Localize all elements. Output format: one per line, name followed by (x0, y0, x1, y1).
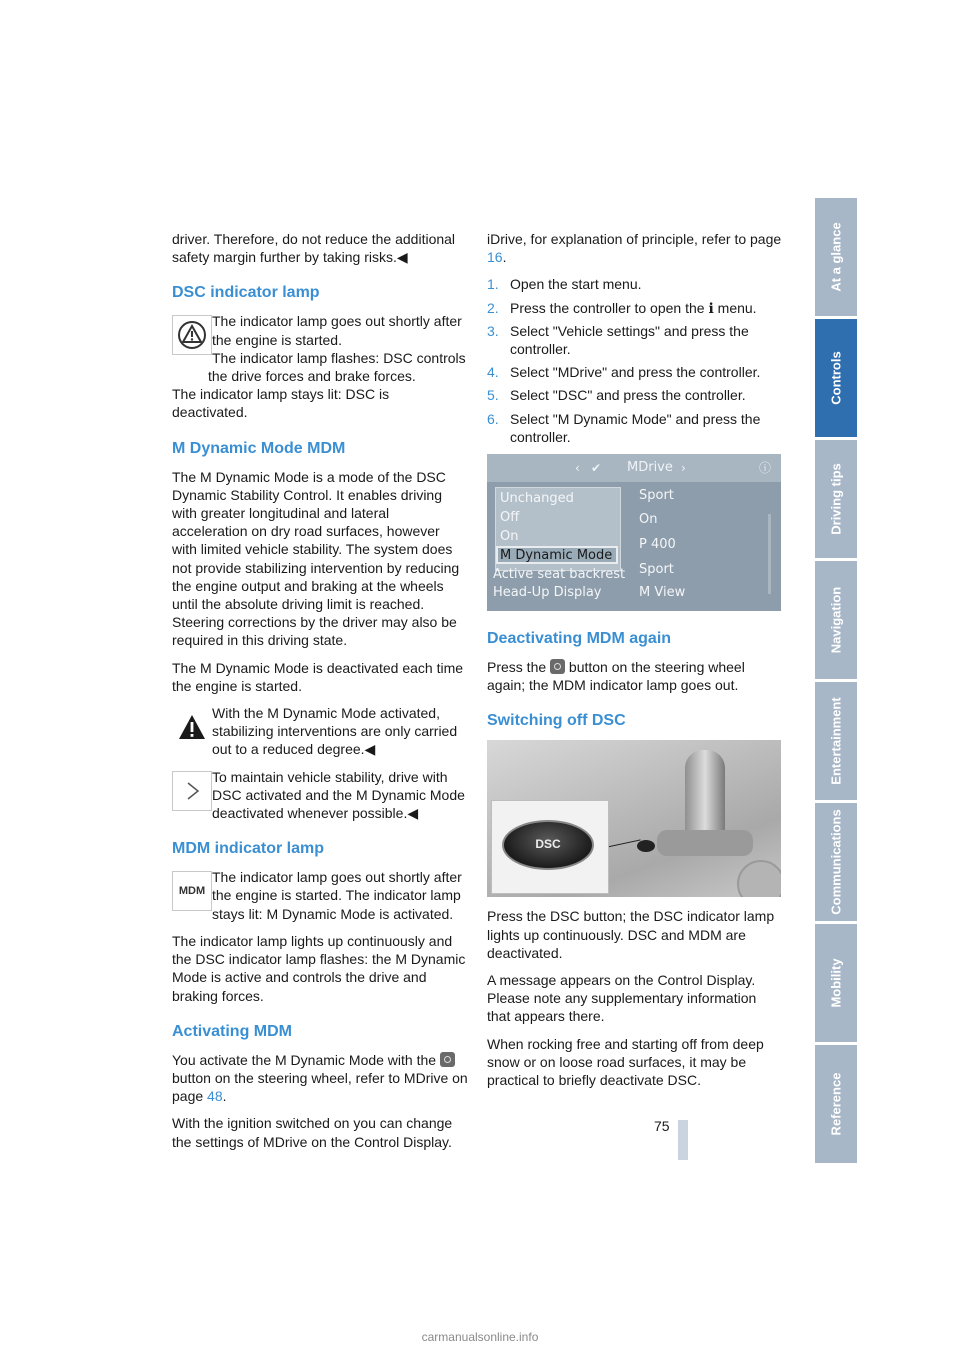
step-text: Press the controller to open the ℹ menu. (510, 299, 757, 316)
deactivating-heading: Deactivating MDM again (487, 630, 672, 648)
switching-text-2: A message appears on the Control Display. Please note any supplementary information that appears there. (487, 972, 757, 1025)
tab-navigation[interactable] (815, 561, 857, 679)
step-number: 2. (487, 299, 499, 316)
step-text: Select "DSC" and press the controller. (510, 387, 746, 404)
tab-label: Communications (828, 809, 844, 915)
right-column (487, 230, 783, 1098)
mdm-lamp-text-1: The indicator lamp goes out shortly after the engine is started. The indicator lamp stays lit: M Dynamic Mode is activated. (212, 869, 462, 922)
step-number: 4. (487, 364, 499, 381)
tab-controls[interactable] (815, 319, 857, 437)
tab-label: At a glance (828, 222, 844, 292)
switching-text-1: Press the DSC button; the DSC indicator lamp lights up continuously. DSC and MDM are deactivated. (487, 908, 775, 961)
tab-reference[interactable] (815, 1045, 857, 1163)
mdrive-button-icon (550, 659, 565, 674)
tab-label: Reference (828, 1072, 844, 1136)
idrive-value: Sport (639, 562, 674, 578)
tab-entertainment[interactable] (815, 682, 857, 800)
mdm-lamp-icon (172, 871, 212, 911)
dsc-knob (637, 840, 655, 852)
page-link-16[interactable]: 16 (487, 249, 503, 266)
step-text: Select "M Dynamic Mode" and press the controller. (510, 410, 761, 445)
mdm-lamp-text-2: The indicator lamp lights up continuously and the DSC indicator lamp flashes: the M Dynamic Mode is active and controls the drive and braking forces. (172, 932, 466, 1004)
step-text: Select "Vehicle settings" and press the controller. (510, 322, 749, 358)
idrive-option[interactable]: Unchanged (500, 491, 574, 507)
idrive-scrollbar (768, 514, 771, 594)
tab-mobility[interactable] (815, 924, 857, 1042)
tab-communications[interactable] (815, 803, 857, 921)
step-item (487, 386, 783, 404)
intro-text: driver. Therefore, do not reduce the additional safety margin further by taking risks.◀ (172, 231, 456, 266)
dsc-lamp-text-1: The indicator lamp goes out shortly after the engine is started. (212, 313, 462, 348)
step-text: Select "MDrive" and press the controller. (510, 364, 761, 381)
settings-check-icon: ✔ (591, 461, 602, 476)
dsc-button-label: DSC (535, 837, 561, 852)
steps-list (487, 275, 783, 446)
activating-text-2: With the ignition switched on you can change the settings of MDrive on the Control Display. (172, 1115, 453, 1150)
dsc-lamp-block (172, 312, 468, 421)
switching-text-3: When rocking free and starting off from deep snow or on loose road surfaces, it may be practical to briefly deactivate DSC. (487, 1035, 764, 1089)
idrive-option[interactable]: Off (500, 510, 520, 526)
section-tabs (815, 198, 857, 1166)
tab-label: Controls (828, 351, 844, 405)
tab-label: Navigation (828, 586, 844, 654)
activating-text-a: You activate the M Dynamic Mode with the (172, 1051, 437, 1068)
mdm-text-2: The M Dynamic Mode is deactivated each time the engine is started. (172, 659, 464, 694)
activating-text-b: button on the steering wheel, refer to MDrive on page (172, 1069, 468, 1105)
page-link-48[interactable]: 48 (207, 1088, 223, 1105)
chevron-left-icon: ‹ (575, 461, 580, 476)
page-marker-bar (678, 1120, 688, 1160)
warning-text: With the M Dynamic Mode activated, stabilizing interventions are only carried out to a reduced degree.◀ (212, 705, 458, 758)
dsc-warning-icon (172, 315, 212, 355)
note-block (172, 768, 468, 823)
idrive-option[interactable]: Active seat backrest (493, 567, 626, 583)
idrive-title: MDrive (627, 460, 673, 476)
idrive-topbar (487, 454, 781, 482)
step-number: 3. (487, 322, 499, 339)
idrive-value: P 400 (639, 537, 676, 553)
deactivating-text-a: Press the (487, 659, 547, 676)
mdm-heading: M Dynamic Mode MDM (172, 439, 346, 457)
step-item (487, 410, 783, 446)
step-number: 6. (487, 410, 499, 427)
dsc-button-photo (487, 740, 781, 897)
controller-knob (737, 860, 781, 897)
idrive-option-selected[interactable]: M Dynamic Mode (500, 548, 613, 564)
page-number: 75 (654, 1118, 670, 1134)
step-number: 5. (487, 387, 499, 404)
idrive-screenshot (487, 454, 781, 611)
tab-label: Mobility (828, 958, 844, 1008)
activating-text-1: You activate the M Dynamic Mode with the button on the steering wheel, refer to MDrive on page 48. (172, 1051, 468, 1105)
right-intro-text: iDrive, for explanation of principle, refer to page (487, 231, 782, 247)
idrive-value: On (639, 512, 658, 528)
step-item (487, 363, 783, 381)
mdm-lamp-heading: MDM indicator lamp (172, 840, 325, 858)
chevron-right-icon: › (681, 461, 686, 476)
mdm-text-1: The M Dynamic Mode is a mode of the DSC Dynamic Stability Control. It enables driving with greater longitudinal and lateral acceleration on dry road surfaces, however with limited vehicle stability. The system does not provide stabilizing intervention by reducing the engine output and braking at the wheels until the absolute driving limit is reached. Steering corrections by the driver may also be required in this driving state. (172, 468, 460, 649)
deactivating-text (487, 658, 783, 694)
dsc-lamp-text-2: The indicator lamp flashes: DSC controls the drive forces and brake forces. (208, 349, 466, 385)
tab-driving-tips[interactable] (815, 440, 857, 558)
deactivating-text-b: button on the steering wheel again; the MDM indicator lamp goes out. (487, 659, 745, 694)
tab-at-a-glance[interactable] (815, 198, 857, 316)
warning-block (172, 704, 468, 759)
right-intro: iDrive, for explanation of principle, refer to page 16. (487, 231, 782, 266)
mdrive-button-icon (440, 1052, 455, 1067)
idrive-option[interactable]: Head-Up Display (493, 585, 602, 601)
idrive-value: Sport (639, 488, 674, 504)
step-item (487, 322, 783, 358)
note-text: To maintain vehicle stability, drive with DSC activated and the M Dynamic Mode deactivated whenever possible.◀ (212, 768, 465, 822)
mdm-lamp-block (172, 868, 468, 923)
info-icon: ⓘ (759, 461, 772, 476)
dsc-lamp-text-3: The indicator lamp stays lit: DSC is deactivated. (172, 386, 390, 421)
left-column (172, 230, 468, 1160)
step-text: Open the start menu. (510, 276, 642, 293)
activating-heading: Activating MDM (172, 1022, 292, 1040)
note-arrow-icon (172, 771, 212, 811)
tab-label: Driving tips (828, 463, 844, 535)
idrive-value: M View (639, 585, 686, 601)
gear-lever (685, 750, 725, 840)
step-item (487, 275, 783, 293)
step-number: 1. (487, 276, 499, 293)
tab-label: Entertainment (828, 697, 844, 785)
switching-off-heading: Switching off DSC (487, 712, 626, 730)
mdm-lamp-icon-label: MDM (178, 885, 206, 898)
warning-triangle-icon (172, 707, 212, 747)
dsc-lamp-heading: DSC indicator lamp (172, 284, 320, 302)
footer-watermark: carmanualsonline.info (421, 1330, 539, 1344)
idrive-option[interactable]: On (500, 529, 519, 545)
step-item (487, 299, 783, 317)
console-base (657, 830, 753, 856)
